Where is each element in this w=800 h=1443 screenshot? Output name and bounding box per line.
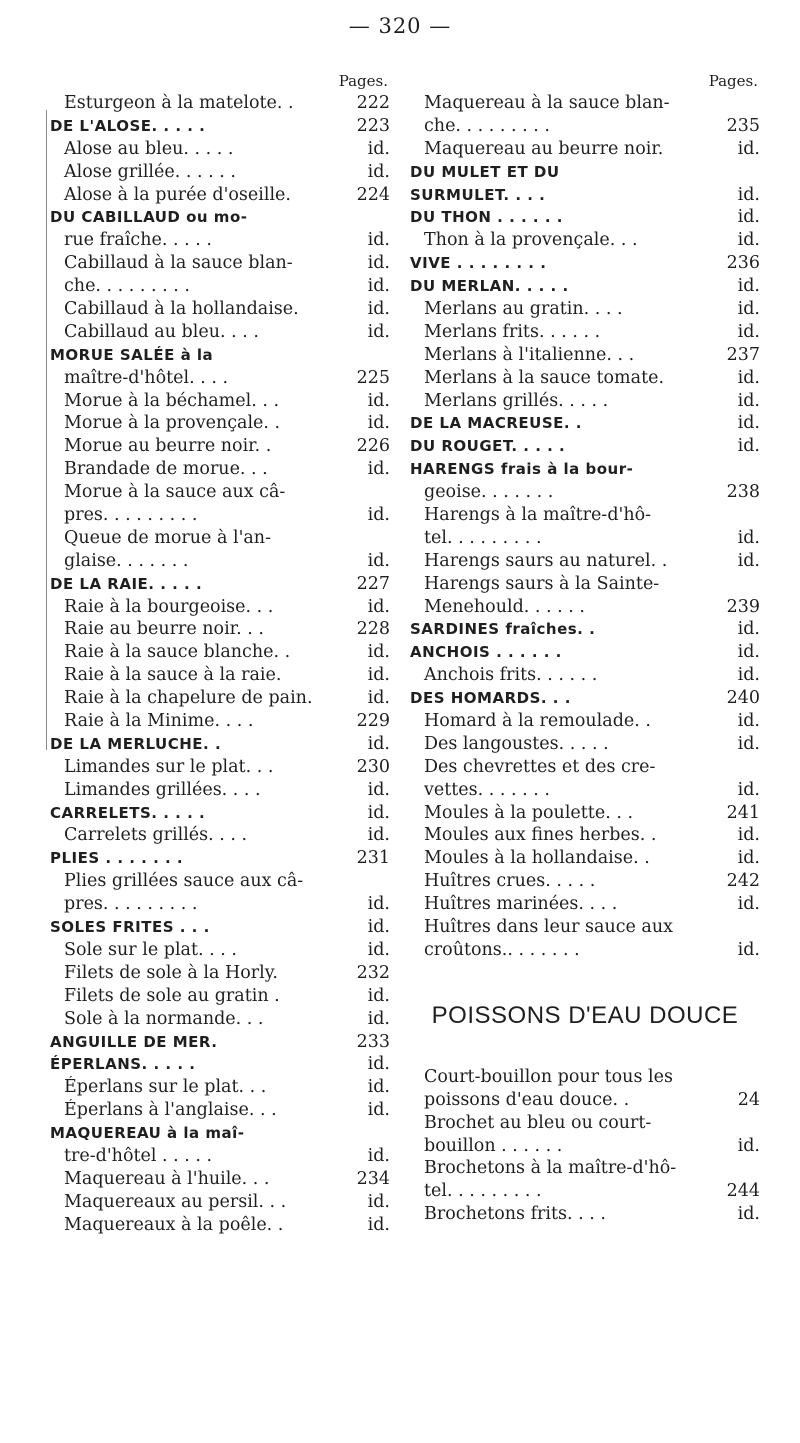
index-entry xyxy=(50,1031,390,1054)
entry-text: PLIES . . . . . . . xyxy=(50,849,184,868)
entry-text: maître-d'hôtel. . . . xyxy=(64,367,229,388)
index-entry xyxy=(50,962,390,985)
index-entry xyxy=(410,1066,760,1089)
entry-page: 24 xyxy=(737,1089,760,1110)
entry-page: id. xyxy=(737,138,760,159)
entry-text: Raie à la Minime. . . . xyxy=(64,711,254,732)
entry-page: 244 xyxy=(726,1181,760,1202)
index-entry xyxy=(50,733,390,756)
entry-page: id. xyxy=(737,184,760,205)
entry-text: vettes. . . . . . . xyxy=(424,779,550,800)
entry-text: Harengs à la maître-d'hô- xyxy=(424,505,652,526)
entry-text: Menehould. . . . . . xyxy=(424,596,585,617)
index-entry xyxy=(50,1053,390,1076)
index-entry xyxy=(50,92,390,115)
entry-page: id. xyxy=(367,459,390,480)
entry-text: Morue à la béchamel. . . xyxy=(64,390,280,411)
entry-page: id. xyxy=(737,230,760,251)
entry-text: Sole sur le plat. . . . xyxy=(64,939,237,960)
index-entry xyxy=(410,92,760,115)
index-entry xyxy=(50,1191,390,1214)
entry-text: DE LA MERLUCHE. . xyxy=(50,734,222,753)
section-title: POISSONS D'EAU DOUCE xyxy=(431,1001,739,1029)
index-entry xyxy=(410,390,760,413)
entry-page: id. xyxy=(367,596,390,617)
index-entry xyxy=(410,252,760,275)
index-entry xyxy=(410,275,760,298)
index-entry xyxy=(50,802,390,825)
entry-page: id. xyxy=(367,779,390,800)
entry-text: Merlans grillés. . . . . xyxy=(424,390,609,411)
entry-text: ANGUILLE DE MER. xyxy=(50,1032,218,1051)
entry-text: Maquereau à la sauce blan- xyxy=(424,92,670,113)
index-entry xyxy=(410,481,760,504)
entry-text: Éperlans à l'anglaise. . . xyxy=(64,1100,277,1121)
entry-page: id. xyxy=(737,1135,760,1156)
entry-text: DU THON . . . . . . xyxy=(410,208,563,227)
left-column-header: Pages. xyxy=(338,72,388,90)
entry-page: id. xyxy=(367,917,390,938)
entry-page: id. xyxy=(737,665,760,686)
index-entry xyxy=(50,298,390,321)
entry-text: VIVE . . . . . . . . xyxy=(410,254,547,273)
entry-page: 234 xyxy=(356,1168,390,1189)
index-entry xyxy=(50,504,390,527)
entry-text: Maquereau à l'huile. . . xyxy=(64,1168,270,1189)
index-entry xyxy=(50,573,390,596)
index-entry xyxy=(50,916,390,939)
entry-page: 237 xyxy=(726,344,760,365)
entry-text: Limandes sur le plat. . . xyxy=(64,756,274,777)
entry-page: id. xyxy=(367,665,390,686)
index-entry xyxy=(50,893,390,916)
entry-page: id. xyxy=(367,138,390,159)
index-entry xyxy=(410,733,760,756)
entry-page: id. xyxy=(737,527,760,548)
entry-text: Huîtres marinées. . . . xyxy=(424,894,618,915)
entry-text: Merlans à l'italienne. . . xyxy=(424,344,635,365)
entry-text: Harengs saurs au naturel. . xyxy=(424,550,668,571)
index-entry xyxy=(410,916,760,939)
entry-page: 241 xyxy=(726,802,760,823)
entry-page: id. xyxy=(737,367,760,388)
index-entry xyxy=(50,275,390,298)
index-entry xyxy=(50,1122,390,1145)
entry-text: Morue à la provençale. . xyxy=(64,413,281,434)
index-entry xyxy=(410,504,760,527)
index-entry xyxy=(410,184,760,207)
entry-page: id. xyxy=(367,413,390,434)
entry-text: Huîtres crues. . . . . xyxy=(424,871,596,892)
entry-page: 240 xyxy=(726,688,760,709)
entry-page: id. xyxy=(737,1204,760,1225)
entry-text: Anchois frits. . . . . . xyxy=(424,665,598,686)
entry-text: bouillon . . . . . . xyxy=(424,1135,563,1156)
index-entry xyxy=(410,298,760,321)
index-entry xyxy=(410,229,760,252)
index-entry xyxy=(50,481,390,504)
index-entry xyxy=(50,390,390,413)
entry-text: rue fraîche. . . . . xyxy=(64,230,212,251)
entry-text: MAQUEREAU à la maî- xyxy=(50,1124,245,1143)
entry-page: id. xyxy=(737,825,760,846)
index-entry xyxy=(50,641,390,664)
entry-page: 238 xyxy=(726,482,760,503)
entry-page: id. xyxy=(737,711,760,732)
entry-text: CARRELETS. . . . . xyxy=(50,803,206,822)
entry-text: Court-bouillon pour tous les xyxy=(424,1066,673,1087)
index-entry xyxy=(410,802,760,825)
index-entry xyxy=(50,344,390,367)
index-entry xyxy=(50,367,390,390)
entry-text: Brochetons frits. . . . xyxy=(424,1204,606,1225)
entry-page: 228 xyxy=(356,619,390,640)
entry-page: id. xyxy=(737,550,760,571)
entry-text: pres. . . . . . . . . xyxy=(64,894,198,915)
entry-text: SURMULET. . . . xyxy=(410,185,546,204)
index-entry xyxy=(410,115,760,138)
entry-text: DU MERLAN. . . . . xyxy=(410,277,569,296)
index-entry xyxy=(410,550,760,573)
entry-text: DU ROUGET. . . . . xyxy=(410,437,566,456)
entry-page: 233 xyxy=(356,1031,390,1052)
index-entry xyxy=(50,252,390,275)
index-entry xyxy=(410,710,760,733)
margin-rule xyxy=(46,110,47,750)
index-entry xyxy=(410,870,760,893)
entry-page: id. xyxy=(367,253,390,274)
index-entry xyxy=(50,1145,390,1168)
index-entry xyxy=(410,412,760,435)
entry-text: Merlans frits. . . . . . xyxy=(424,321,601,342)
entry-page: id. xyxy=(367,1145,390,1166)
entry-page: 225 xyxy=(356,367,390,388)
index-entry xyxy=(410,321,760,344)
entry-text: geoise. . . . . . . xyxy=(424,482,554,503)
entry-text: Huîtres dans leur sauce aux xyxy=(424,917,674,938)
entry-page: id. xyxy=(367,390,390,411)
right-entry-list xyxy=(410,92,760,962)
index-entry xyxy=(50,115,390,138)
index-entry xyxy=(50,1168,390,1191)
entry-text: Maquereaux au persil. . . xyxy=(64,1191,287,1212)
entry-text: Brochet au bleu ou court- xyxy=(424,1112,652,1133)
index-entry xyxy=(50,1008,390,1031)
index-entry xyxy=(50,435,390,458)
index-entry xyxy=(410,779,760,802)
entry-page: id. xyxy=(367,161,390,182)
entry-page: id. xyxy=(367,299,390,319)
entry-page: 239 xyxy=(726,596,760,617)
entry-text: Filets de sole au gratin . xyxy=(64,985,280,1006)
index-entry xyxy=(50,687,390,710)
entry-text: DES HOMARDS. . . xyxy=(410,689,571,708)
entry-text: Moules à la poulette. . . xyxy=(424,802,634,823)
entry-text: Brandade de morue. . . xyxy=(64,459,268,480)
entry-page: 235 xyxy=(726,115,760,136)
entry-page: 242 xyxy=(726,871,760,892)
entry-page: id. xyxy=(367,642,390,663)
index-entry xyxy=(50,321,390,344)
entry-text: SARDINES fraîches. . xyxy=(410,620,596,639)
index-entry xyxy=(410,527,760,550)
entry-page: 236 xyxy=(726,253,760,274)
entry-page: 229 xyxy=(356,711,390,732)
entry-page: 232 xyxy=(356,962,390,983)
entry-text: Homard à la remoulade. . xyxy=(424,711,651,732)
entry-text: Maquereaux à la poêle. . xyxy=(64,1214,284,1235)
entry-page: id. xyxy=(737,733,760,754)
entry-text: Raie à la chapelure de pain. xyxy=(64,688,313,709)
index-entry xyxy=(410,825,760,848)
entry-text: DU CABILLAUD ou mo- xyxy=(50,208,248,227)
index-entry xyxy=(410,1203,760,1226)
entry-text: Queue de morue à l'an- xyxy=(64,527,271,548)
freshwater-entry-list xyxy=(410,1066,760,1226)
entry-page: id. xyxy=(737,207,760,228)
entry-text: DE LA MACREUSE. . xyxy=(410,414,582,433)
index-entry xyxy=(410,641,760,664)
index-entry xyxy=(50,161,390,184)
entry-page: id. xyxy=(367,985,390,1006)
left-entry-list xyxy=(50,92,390,1237)
entry-text: Thon à la provençale. . . xyxy=(424,230,638,251)
entry-page: id. xyxy=(367,1077,390,1098)
entry-page: id. xyxy=(367,550,390,571)
index-entry xyxy=(50,985,390,1008)
entry-page: id. xyxy=(737,436,760,457)
entry-page: id. xyxy=(367,894,390,915)
right-column xyxy=(410,70,760,1226)
entry-text: Raie au beurre noir. . . xyxy=(64,619,264,640)
entry-text: Maquereau au beurre noir. xyxy=(424,138,664,159)
index-entry xyxy=(50,939,390,962)
index-entry xyxy=(50,138,390,161)
entry-text: Filets de sole à la Horly. xyxy=(64,962,278,983)
index-entry xyxy=(50,618,390,641)
entry-text: DE LA RAIE. . . . . xyxy=(50,574,203,593)
entry-page: id. xyxy=(737,390,760,411)
index-entry xyxy=(410,618,760,641)
entry-text: SOLES FRITES . . . xyxy=(50,918,210,937)
entry-text: ANCHOIS . . . . . . xyxy=(410,643,562,662)
entry-text: Des chevrettes et des cre- xyxy=(424,756,656,777)
entry-page: id. xyxy=(737,642,760,663)
entry-page: id. xyxy=(737,299,760,319)
entry-text: tre-d'hôtel . . . . . xyxy=(64,1145,213,1166)
index-entry xyxy=(410,939,760,962)
entry-text: Raie à la sauce blanche. . xyxy=(64,642,291,663)
entry-page: id. xyxy=(367,733,390,754)
entry-text: Brochetons à la maître-d'hô- xyxy=(424,1158,677,1179)
entry-page: id. xyxy=(367,321,390,342)
entry-page: 231 xyxy=(356,848,390,869)
index-entry xyxy=(410,1157,760,1180)
index-entry xyxy=(410,1089,760,1112)
right-column-header: Pages. xyxy=(708,72,758,90)
entry-text: Plies grillées sauce aux câ- xyxy=(64,871,304,892)
index-entry xyxy=(50,206,390,229)
index-entry xyxy=(50,1214,390,1237)
index-entry xyxy=(410,435,760,458)
entry-text: Des langoustes. . . . . xyxy=(424,733,609,754)
index-entry xyxy=(410,664,760,687)
entry-text: Raie à la bourgeoise. . . xyxy=(64,596,274,617)
index-entry xyxy=(410,1112,760,1135)
entry-text: Merlans à la sauce tomate. xyxy=(424,367,665,388)
entry-page: id. xyxy=(367,1191,390,1212)
entry-text: Harengs saurs à la Sainte- xyxy=(424,573,660,594)
entry-text: Cabillaud au bleu. . . . xyxy=(64,321,259,342)
index-entry xyxy=(410,847,760,870)
entry-text: Morue au beurre noir. . xyxy=(64,436,272,457)
entry-page: 227 xyxy=(356,573,390,594)
index-entry xyxy=(50,596,390,619)
entry-text: poissons d'eau douce. . xyxy=(424,1089,630,1110)
entry-text: tel. . . . . . . . . xyxy=(424,527,542,548)
entry-text: Limandes grillées. . . . xyxy=(64,779,261,800)
entry-page: 223 xyxy=(356,115,390,136)
entry-text: Moules à la hollandaise. . xyxy=(424,848,650,869)
entry-text: HARENGS frais à la bour- xyxy=(410,460,634,479)
index-entry xyxy=(50,412,390,435)
index-entry xyxy=(50,825,390,848)
entry-page: id. xyxy=(367,1214,390,1235)
index-entry xyxy=(50,527,390,550)
index-entry xyxy=(50,458,390,481)
entry-page: id. xyxy=(737,939,760,960)
entry-text: Sole à la normande. . . xyxy=(64,1008,264,1029)
index-entry xyxy=(410,687,760,710)
entry-text: croûtons.. . . . . . . xyxy=(424,939,580,960)
index-entry xyxy=(50,550,390,573)
entry-text: Alose au bleu. . . . . xyxy=(64,138,234,159)
entry-text: Alose à la purée d'oseille. xyxy=(64,184,291,205)
entry-text: Raie à la sauce à la raie. xyxy=(64,665,282,686)
page-number: — 320 — xyxy=(348,14,452,38)
entry-text: Cabillaud à la sauce blan- xyxy=(64,253,293,274)
index-entry xyxy=(50,1099,390,1122)
index-entry xyxy=(410,161,760,184)
index-entry xyxy=(410,756,760,779)
index-entry xyxy=(410,893,760,916)
index-entry xyxy=(410,1180,760,1203)
index-entry xyxy=(50,229,390,252)
entry-page: id. xyxy=(367,505,390,526)
entry-page: id. xyxy=(367,1008,390,1029)
index-entry xyxy=(50,664,390,687)
entry-page: id. xyxy=(367,1100,390,1121)
entry-page: id. xyxy=(737,779,760,800)
index-entry xyxy=(50,870,390,893)
entry-page: 222 xyxy=(356,92,390,113)
entry-text: ÉPERLANS. . . . . xyxy=(50,1055,196,1074)
entry-page: id. xyxy=(367,825,390,846)
entry-page: 224 xyxy=(356,184,390,205)
entry-text: glaise. . . . . . . xyxy=(64,550,189,571)
index-entry xyxy=(50,1076,390,1099)
index-entry xyxy=(50,184,390,207)
index-entry xyxy=(410,573,760,596)
entry-text: MORUE SALÉE à la xyxy=(50,345,214,364)
entry-text: pres. . . . . . . . . xyxy=(64,505,198,526)
entry-page: id. xyxy=(367,688,390,709)
entry-page: id. xyxy=(737,413,760,434)
index-entry xyxy=(50,847,390,870)
index-entry xyxy=(410,206,760,229)
entry-text: DE L'ALOSE. . . . . xyxy=(50,116,206,135)
entry-page: id. xyxy=(737,321,760,342)
index-entry xyxy=(410,344,760,367)
entry-text: Esturgeon à la matelote. . xyxy=(64,92,294,113)
entry-page: id. xyxy=(367,802,390,823)
entry-page: id. xyxy=(367,276,390,297)
entry-page: 230 xyxy=(356,756,390,777)
entry-text: Morue à la sauce aux câ- xyxy=(64,482,286,503)
left-column xyxy=(50,70,390,1237)
entry-text: Cabillaud à la hollandaise. xyxy=(64,299,299,319)
entry-page: id. xyxy=(367,939,390,960)
index-entry xyxy=(50,756,390,779)
index-entry xyxy=(410,138,760,161)
entry-text: Carrelets grillés. . . . xyxy=(64,825,248,846)
entry-text: Alose grillée. . . . . . xyxy=(64,161,236,182)
entry-text: tel. . . . . . . . . xyxy=(424,1181,542,1202)
entry-page: id. xyxy=(737,894,760,915)
index-entry xyxy=(410,458,760,481)
entry-text: Éperlans sur le plat. . . xyxy=(64,1077,267,1098)
entry-text: DU MULET ET DU xyxy=(410,162,560,181)
entry-text: Merlans au gratin. . . . xyxy=(424,299,623,319)
entry-text: che. . . . . . . . . xyxy=(424,115,550,136)
entry-text: Moules aux fines herbes. . xyxy=(424,825,657,846)
entry-page: id. xyxy=(737,848,760,869)
index-entry xyxy=(410,367,760,390)
entry-text: che. . . . . . . . . xyxy=(64,276,190,297)
index-entry xyxy=(410,596,760,619)
entry-page: id. xyxy=(367,230,390,251)
entry-page: id. xyxy=(737,276,760,297)
index-entry xyxy=(50,710,390,733)
entry-page: id. xyxy=(367,1054,390,1075)
entry-page: id. xyxy=(737,619,760,640)
index-entry xyxy=(410,1135,760,1158)
index-entry xyxy=(50,779,390,802)
entry-page: 226 xyxy=(356,436,390,457)
